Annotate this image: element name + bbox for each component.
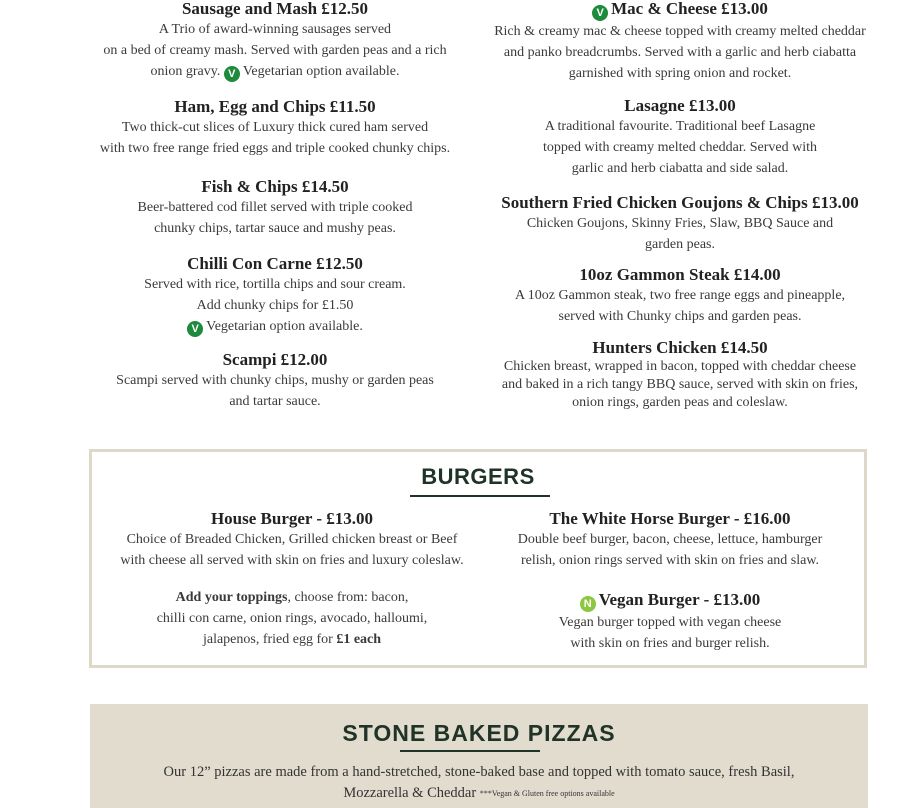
dish-title: Vegan Burger - £13.00 — [598, 590, 761, 609]
dish-description-line: and panko breadcrumbs. Served with a garlic and herb ciabatta — [503, 45, 857, 60]
dish-description-line: and baked in a rich tangy BBQ sauce, served with skin on fries, — [501, 377, 859, 392]
menu-item-hunters-chicken — [470, 338, 890, 412]
pizzas-heading: STONE BAKED PIZZAS — [342, 720, 616, 746]
menu-item-chilli-con-carne — [80, 254, 470, 337]
dish-title-row — [470, 0, 890, 21]
pizzas-description-line: Our 12” pizzas are made from a hand-stretched, stone-baked base and topped with tomato sauce, fresh Basil, — [163, 764, 795, 780]
dish-description-line: Scampi served with chunky chips, mushy or garden peas — [116, 373, 434, 388]
dish-title: Lasagne £13.00 — [624, 96, 736, 115]
heading-underline — [410, 495, 550, 497]
toppings-line: chilli con carne, onion rings, avocado, halloumi, — [156, 611, 428, 626]
menu-item-gammon-steak — [470, 265, 890, 327]
heading-underline — [400, 750, 540, 752]
vegetarian-icon: V — [224, 66, 240, 82]
dish-title: Chilli Con Carne £12.50 — [187, 254, 363, 273]
dish-description-text: onion gravy. — [150, 64, 221, 79]
menu-item-southern-fried-chicken — [470, 193, 890, 255]
vegan-icon: N — [580, 596, 596, 612]
dish-title: 10oz Gammon Steak £14.00 — [579, 265, 781, 284]
dish-description-line — [80, 316, 470, 337]
dish-description-line: Two thick-cut slices of Luxury thick cured ham served — [121, 120, 429, 135]
dish-title: Southern Fried Chicken Goujons & Chips £13.00 — [501, 193, 859, 212]
dish-description-line: Chicken breast, wrapped in bacon, topped with cheddar cheese — [503, 359, 857, 374]
toppings-price: £1 each — [336, 632, 382, 647]
menu-item-lasagne — [470, 96, 890, 179]
dish-description-line: with two free range fried eggs and triple cooked chunky chips. — [99, 141, 451, 156]
menu-item-vegan-burger — [490, 590, 850, 654]
dish-title: Ham, Egg and Chips £11.50 — [174, 97, 376, 116]
dish-description-line: with cheese all served with skin on fries and luxury coleslaw. — [120, 553, 464, 568]
menu-item-white-horse-burger — [490, 509, 850, 571]
dish-description-line: served with Chunky chips and garden peas. — [558, 309, 802, 324]
dish-description-line: Served with rice, tortilla chips and sour cream. — [144, 277, 406, 292]
dish-description-line: onion rings, garden peas and coleslaw. — [572, 395, 788, 410]
dish-description-line: garden peas. — [645, 237, 715, 252]
dish-title: The White Horse Burger - £16.00 — [549, 509, 791, 528]
dish-description-line: Choice of Breaded Chicken, Grilled chicken breast or Beef — [126, 532, 458, 547]
dish-description-line: on a bed of creamy mash. Served with garden peas and a rich — [103, 43, 447, 58]
dish-description-line: relish, onion rings served with skin on fries and slaw. — [520, 553, 820, 568]
pizzas-section — [90, 704, 868, 808]
burger-toppings-note — [92, 587, 492, 650]
burgers-section — [89, 449, 867, 668]
dish-description-line: topped with creamy melted cheddar. Served with — [542, 140, 818, 155]
dish-description-line — [80, 61, 470, 82]
dish-description-line: Add chunky chips for £1.50 — [196, 298, 354, 313]
pizzas-description-line — [90, 783, 868, 804]
dish-title: Hunters Chicken £14.50 — [592, 338, 768, 357]
veg-note: Vegetarian option available. — [206, 319, 363, 334]
dish-description-line: A Trio of award-winning sausages served — [158, 22, 392, 37]
menu-item-ham-egg-chips — [80, 97, 470, 159]
dish-description-line: garnished with spring onion and rocket. — [568, 66, 792, 81]
veg-note: Vegetarian option available. — [242, 64, 400, 79]
dish-title-row — [490, 590, 850, 612]
dish-description-line: Vegan burger topped with vegan cheese — [558, 615, 782, 630]
toppings-text: , choose from: bacon, — [287, 590, 409, 605]
vegetarian-icon: V — [592, 5, 608, 21]
dish-description-line: A 10oz Gammon steak, two free range eggs and pineapple, — [514, 288, 846, 303]
dish-description-line: Beer-battered cod fillet served with triple cooked — [137, 200, 413, 215]
dish-description-line: A traditional favourite. Traditional beef Lasagne — [544, 119, 816, 134]
dish-title: Scampi £12.00 — [222, 350, 328, 369]
pizzas-description-text: Mozzarella & Cheddar — [343, 785, 477, 801]
dish-description-line: Chicken Goujons, Skinny Fries, Slaw, BBQ Sauce and — [526, 216, 834, 231]
vegetarian-icon: V — [187, 321, 203, 337]
menu-item-scampi — [80, 350, 470, 412]
dish-title: Fish & Chips £14.50 — [201, 177, 349, 196]
burgers-heading: BURGERS — [421, 464, 535, 489]
menu-item-sausage-and-mash — [80, 0, 470, 82]
dish-description-line: Rich & creamy mac & cheese topped with creamy melted cheddar — [494, 24, 866, 39]
dish-description-line: garlic and herb ciabatta and side salad. — [571, 161, 789, 176]
dish-title: House Burger - £13.00 — [210, 509, 374, 528]
menu-item-mac-and-cheese — [470, 0, 890, 84]
menu-item-house-burger — [92, 509, 492, 571]
dish-title: Mac & Cheese £13.00 — [611, 0, 768, 18]
toppings-label: Add your toppings — [175, 590, 288, 605]
dish-description-line: with skin on fries and burger relish. — [570, 636, 770, 651]
dish-title: Sausage and Mash £12.50 — [181, 0, 369, 18]
dish-description-line: Double beef burger, bacon, cheese, lettuce, hamburger — [517, 532, 823, 547]
toppings-text: jalapenos, fried egg for — [202, 632, 337, 647]
toppings-line — [92, 629, 492, 650]
menu-item-fish-and-chips — [80, 177, 470, 239]
pizzas-description — [90, 762, 868, 804]
pizzas-options-note: ***Vegan & Gluten free options available — [479, 789, 615, 798]
dish-description-line: chunky chips, tartar sauce and mushy peas. — [154, 221, 396, 236]
dish-description-line: and tartar sauce. — [229, 394, 321, 409]
toppings-line — [92, 587, 492, 608]
